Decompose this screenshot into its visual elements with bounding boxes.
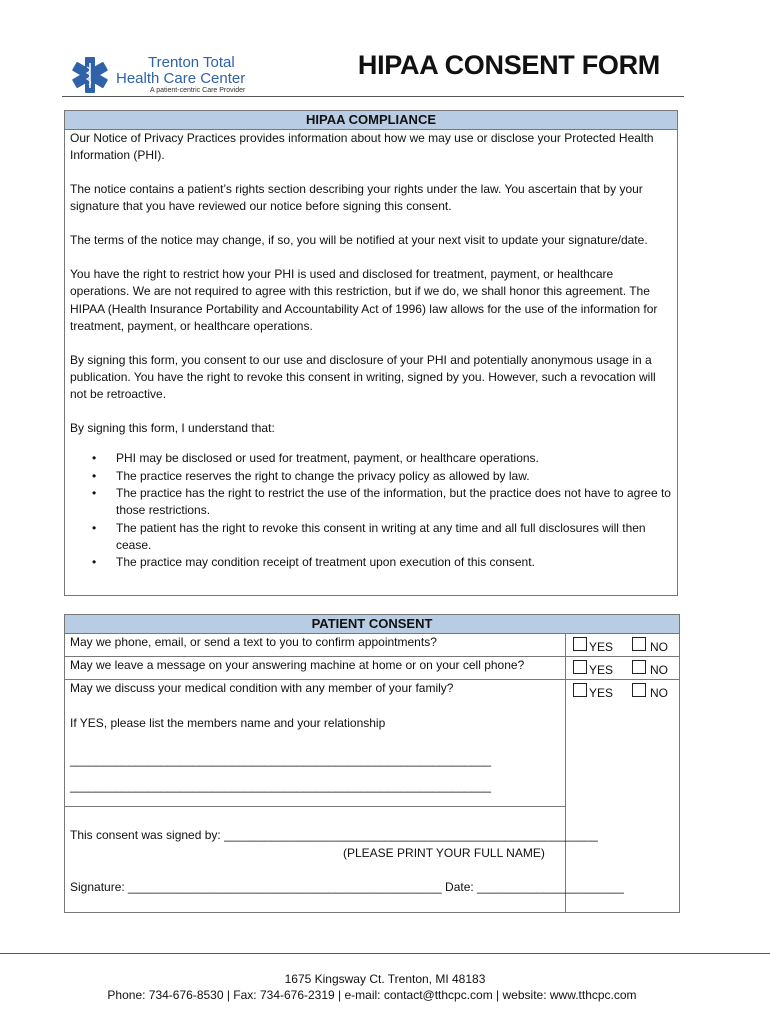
compliance-body [65,130,677,571]
logo-name-line1: Trenton Total [148,54,235,71]
compliance-paragraph: By signing this form, you consent to our use and disclosure of your PHI and potentially anonymous usage in a publication. You have the right to revoke this consent in writing, signed by you. However, such a revocation will not be retroactive. [70,352,656,402]
contact-yes-checkbox[interactable] [573,637,587,651]
yes-label: YES [589,640,614,654]
form-title: HIPAA CONSENT FORM [357,50,660,80]
list-item: • PHI may be disclosed or used for treatment, payment, or healthcare operations. [70,450,672,467]
list-item: • The practice has the right to restrict the use of the information, but the practice does not have to agree to those restrictions. [70,485,672,520]
message-no-checkbox[interactable] [632,660,646,674]
row-divider [65,806,565,807]
family-yes-checkbox[interactable] [573,683,587,697]
answer-row-contact [566,634,680,657]
signed-by-field[interactable]: This consent was signed by: ________________________________________________________ [70,828,598,842]
compliance-paragraph: The terms of the notice may change, if so, you will be notified at your next visit to update your signature/date. [70,233,648,248]
list-item: • The practice reserves the right to change the privacy policy as allowed by law. [70,468,672,485]
footer-contact: Phone: 734-676-8530 | Fax: 734-676-2319 | e-mail: contact@tthcpc.com | website: www.tthcpc.com [107,988,637,1002]
list-item: • The practice may condition receipt of treatment upon execution of this consent. [70,554,672,571]
yes-label: YES [589,663,614,677]
answer-row-message [566,657,680,680]
signature-date-field[interactable]: Signature: _______________________________________________ Date: ______________________ [70,880,624,894]
header-divider [62,96,684,97]
list-item: • The patient has the right to revoke this consent in writing at any time and all full disclosures will then cease. [70,520,672,555]
hipaa-compliance-heading: HIPAA COMPLIANCE [65,111,677,130]
logo-tagline: A patient-centric Care Provider [150,87,246,94]
compliance-paragraph: The notice contains a patient’s rights section describing your rights under the law. You ascertain that by your signature that you have reviewed our notice before signing this consent. [70,182,643,214]
yes-label: YES [589,686,614,700]
no-label: NO [650,663,668,677]
consent-answers [566,634,680,703]
consent-question-contact: May we phone, email, or send a text to you to confirm appointments? [65,634,565,657]
compliance-paragraph: Our Notice of Privacy Practices provides information about how we may use or disclose your Protected Health Information (PHI). [70,131,654,163]
patient-consent-section [64,614,680,913]
compliance-paragraph: By signing this form, I understand that: [70,421,275,436]
understanding-list [70,450,672,571]
logo-name-line2: Health Care Center [116,70,246,87]
print-name-note: (PLEASE PRINT YOUR FULL NAME) [343,846,545,860]
footer-address: 1675 Kingsway Ct. Trenton, MI 48183 [284,972,486,986]
contact-no-checkbox[interactable] [632,637,646,651]
consent-questions [65,634,565,703]
hipaa-compliance-section [64,110,678,596]
patient-consent-heading: PATIENT CONSENT [65,615,679,634]
message-yes-checkbox[interactable] [573,660,587,674]
family-members-field[interactable]: _________________________________________________________________ [70,753,491,767]
footer-divider [0,953,770,954]
family-no-checkbox[interactable] [632,683,646,697]
family-members-instruction: If YES, please list the members name and your relationship [70,716,386,730]
compliance-paragraph: You have the right to restrict how your PHI is used and disclosed for treatment, payment, or healthcare operations. We are not required to agree with this restriction, but if we do, we shall honor this agreement. The HIPAA (Health Insurance Portability and Accountability Act of 1996) law allows for the use of the information for treatment, payment, or healthcare operations. [70,266,658,333]
family-members-field[interactable]: _________________________________________________________________ [70,779,491,793]
consent-question-family: May we discuss your medical condition with any member of your family? [70,681,454,695]
consent-question-message: May we leave a message on your answering machine at home or on your cell phone? [65,657,565,680]
no-label: NO [650,640,668,654]
answer-row-family [566,680,680,703]
no-label: NO [650,686,668,700]
